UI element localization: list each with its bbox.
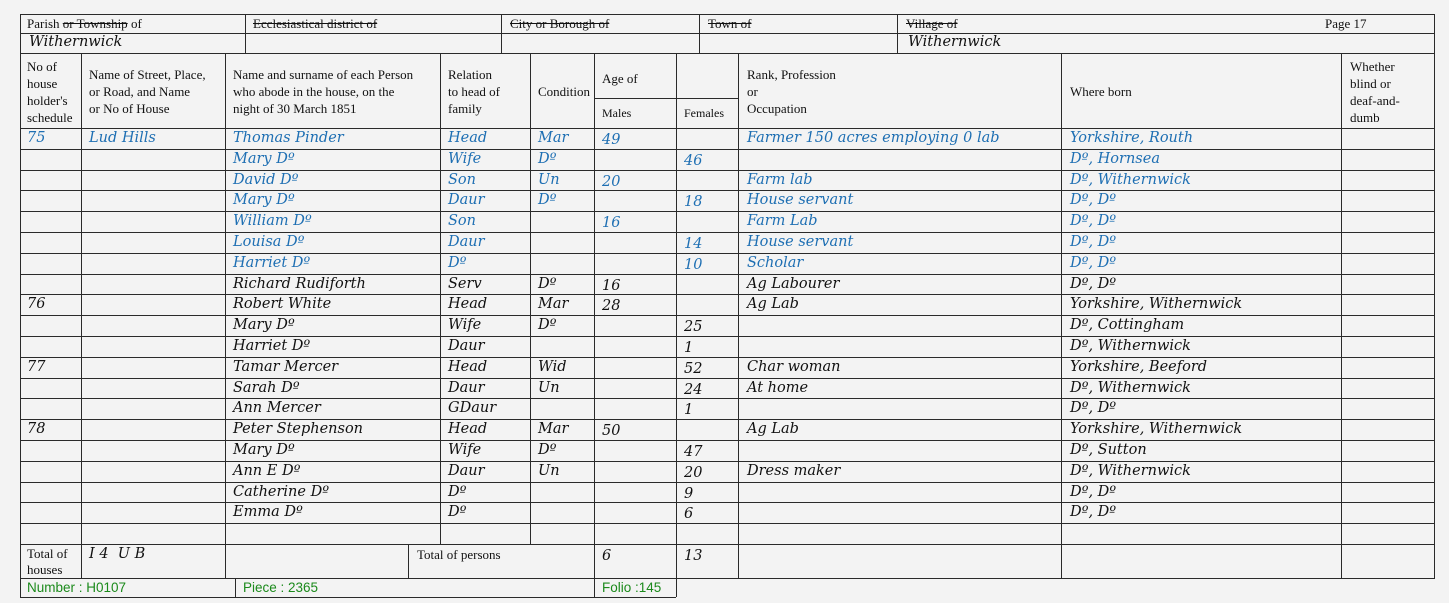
table-row — [0, 398, 1449, 419]
cell-born: Dº, Dº — [1070, 213, 1117, 230]
cell-born: Dº, Hornsea — [1070, 150, 1160, 167]
h-rule — [20, 190, 1434, 191]
h-rule — [20, 398, 1434, 399]
v-rule — [1341, 53, 1342, 544]
totals-bottom — [20, 578, 1434, 579]
table-row — [0, 502, 1449, 523]
cell-relation: Daur — [448, 234, 485, 250]
v-rule — [245, 14, 246, 53]
cell-relation: Head — [448, 358, 488, 375]
cell-males: 16 — [602, 277, 621, 294]
col-schedule: No of house holder's schedule — [27, 59, 73, 125]
v-rule — [225, 544, 226, 579]
parish-value: Withernwick — [29, 34, 123, 50]
city-label: City or Borough of — [510, 16, 610, 31]
cell-schedule: 75 — [27, 130, 46, 146]
cell-occupation: Char woman — [747, 358, 841, 375]
top-header — [0, 0, 1449, 54]
right-rule — [1434, 14, 1435, 579]
cell-relation: Wife — [448, 442, 482, 458]
h-rule — [20, 232, 1434, 233]
v-rule — [1341, 544, 1342, 579]
col-age-of: Age of — [602, 71, 638, 86]
cell-females: 47 — [684, 444, 703, 460]
col-females: Females — [684, 106, 724, 120]
v-rule — [235, 578, 236, 597]
v-rule — [676, 544, 677, 579]
footer-folio: Folio :145 — [602, 580, 662, 595]
h-rule — [20, 357, 1434, 358]
cell-occupation: Ag Lab — [747, 296, 799, 313]
cell-males: 28 — [602, 298, 621, 315]
v-rule — [738, 544, 739, 579]
cell-schedule: 78 — [27, 421, 46, 438]
cell-street: Lud Hills — [89, 130, 156, 146]
col-born: Where born — [1070, 84, 1132, 99]
footer-bottom — [20, 597, 676, 598]
cell-relation: Serv — [448, 275, 482, 292]
cell-born: Dº, Sutton — [1070, 442, 1147, 458]
cell-condition: Dº — [538, 317, 557, 334]
cell-born: Dº, Withernwick — [1070, 462, 1191, 479]
table-row — [0, 128, 1449, 149]
table-row — [0, 232, 1449, 253]
v-rule — [225, 53, 226, 544]
cell-condition: Un — [538, 462, 560, 479]
cell-condition: Dº — [538, 275, 557, 292]
cell-name: Sarah Dº — [233, 379, 300, 396]
cell-females: 9 — [684, 485, 694, 502]
h-rule — [20, 53, 1434, 54]
h-rule — [20, 502, 1434, 503]
ecclesiastical-label: Ecclesiastical district of — [253, 16, 378, 31]
cell-females: 10 — [684, 256, 703, 273]
cell-females: 14 — [684, 236, 703, 252]
table-row — [0, 336, 1449, 357]
cell-born: Dº, Withernwick — [1070, 171, 1191, 188]
table-row — [0, 378, 1449, 399]
cell-born: Yorkshire, Withernwick — [1070, 296, 1243, 313]
column-headers — [0, 54, 1449, 128]
table-row — [0, 170, 1449, 191]
cell-condition: Mar — [538, 421, 569, 438]
parish-label: Parish or Township of — [27, 16, 142, 31]
cell-condition: Un — [538, 379, 560, 396]
v-rule — [20, 578, 21, 597]
cell-occupation: Dress maker — [747, 462, 841, 479]
cell-occupation: Scholar — [747, 254, 804, 271]
table-row — [0, 253, 1449, 274]
h-rule — [20, 294, 1434, 295]
footer — [0, 579, 1449, 597]
h-rule — [20, 544, 1434, 545]
cell-condition: Un — [538, 171, 560, 188]
cell-born: Dº, Dº — [1070, 400, 1117, 417]
cell-females: 20 — [684, 464, 703, 481]
cell-relation: Dº — [448, 254, 467, 271]
village-value: Withernwick — [908, 34, 1002, 50]
cell-females: 1 — [684, 402, 694, 419]
cell-condition: Mar — [538, 130, 569, 146]
page-number: Page 17 — [1325, 16, 1367, 31]
cell-condition: Dº — [538, 192, 557, 209]
table-row — [0, 523, 1449, 544]
cell-males: 49 — [602, 132, 621, 148]
v-rule — [1061, 53, 1062, 544]
h-rule — [20, 274, 1434, 275]
v-rule — [408, 544, 409, 579]
cell-females: 24 — [684, 381, 703, 398]
cell-females: 52 — [684, 360, 703, 377]
v-rule — [501, 14, 502, 53]
v-rule — [676, 53, 677, 544]
cell-relation: Dº — [448, 483, 467, 500]
cell-relation: Daur — [448, 192, 485, 209]
cell-name: Catherine Dº — [233, 483, 330, 500]
cell-name: Mary Dº — [233, 442, 295, 458]
col-occupation: Rank, Profession or Occupation — [747, 67, 836, 116]
cell-name: Robert White — [233, 296, 332, 313]
v-rule — [676, 578, 677, 597]
cell-name: Ann Mercer — [233, 400, 321, 417]
v-rule — [594, 53, 595, 544]
cell-relation: Head — [448, 130, 488, 146]
table-row — [0, 357, 1449, 378]
cell-name: Louisa Dº — [233, 234, 305, 250]
cell-born: Yorkshire, Beeford — [1070, 358, 1208, 375]
table-row — [0, 190, 1449, 211]
v-rule — [594, 578, 595, 597]
h-rule — [20, 33, 1434, 34]
cell-occupation: At home — [747, 379, 809, 396]
cell-born: Dº, Cottingham — [1070, 317, 1185, 334]
cell-born: Dº, Dº — [1070, 192, 1117, 209]
table-row — [0, 149, 1449, 170]
cell-name: Emma Dº — [233, 504, 303, 521]
cell-condition: Mar — [538, 296, 569, 313]
cell-females: 25 — [684, 319, 703, 336]
cell-name: Harriet Dº — [233, 254, 311, 271]
cell-relation: Daur — [448, 379, 485, 396]
cell-born: Dº, Dº — [1070, 483, 1117, 500]
v-rule — [1061, 544, 1062, 579]
col-males: Males — [602, 106, 632, 120]
cell-born: Dº, Withernwick — [1070, 338, 1191, 354]
cell-relation: Head — [448, 421, 488, 438]
cell-occupation: Ag Labourer — [747, 275, 840, 292]
cell-born: Dº, Dº — [1070, 254, 1117, 271]
v-rule — [699, 14, 700, 53]
town-label: Town of — [708, 16, 752, 31]
cell-females: 18 — [684, 194, 703, 211]
h-rule — [20, 149, 1434, 150]
cell-females: 1 — [684, 340, 694, 356]
total-males: 6 — [602, 548, 612, 564]
cell-males: 50 — [602, 423, 621, 440]
cell-name: Ann E Dº — [233, 462, 301, 479]
cell-name: Mary Dº — [233, 150, 295, 167]
cell-occupation: Farm lab — [747, 171, 813, 188]
table-row — [0, 482, 1449, 503]
cell-occupation: Farmer 150 acres employing 0 lab — [747, 130, 1000, 146]
col-name: Name and surname of each Person who abode in the house, on the night of 30 March 1851 — [233, 67, 414, 116]
cell-males: 20 — [602, 173, 621, 190]
cell-condition: Dº — [538, 150, 557, 167]
table-row — [0, 440, 1449, 461]
cell-occupation: House servant — [747, 234, 854, 250]
h-rule — [20, 315, 1434, 316]
col-condition: Condition — [538, 84, 591, 99]
cell-name: David Dº — [233, 171, 299, 188]
col-street: Name of Street, Place, or Road, and Name or No of House — [89, 67, 206, 116]
v-rule — [897, 14, 898, 53]
cell-condition: Wid — [538, 358, 567, 375]
footer-piece: Piece : 2365 — [243, 580, 319, 595]
cell-males: 16 — [602, 215, 621, 232]
cell-name: Richard Rudiforth — [233, 275, 366, 292]
v-rule — [738, 53, 739, 544]
v-rule — [440, 53, 441, 544]
cell-relation: Wife — [448, 150, 482, 167]
total-houses-value: I 4 U B — [89, 546, 146, 562]
cell-occupation: House servant — [747, 192, 854, 209]
cell-females: 46 — [684, 152, 703, 169]
village-label: Village of — [906, 16, 958, 31]
total-females: 13 — [684, 548, 703, 564]
cell-name: Mary Dº — [233, 192, 295, 209]
cell-name: Harriet Dº — [233, 338, 311, 354]
cell-relation: Daur — [448, 338, 485, 354]
cell-relation: Dº — [448, 504, 467, 521]
h-rule — [20, 523, 1434, 524]
totals-row — [0, 544, 1449, 579]
cell-occupation: Ag Lab — [747, 421, 799, 438]
h-rule — [20, 461, 1434, 462]
table-row — [0, 315, 1449, 336]
cell-relation: Son — [448, 213, 477, 230]
cell-relation: GDaur — [448, 400, 497, 417]
cell-schedule: 76 — [27, 296, 46, 313]
h-rule — [20, 253, 1434, 254]
top-rule — [20, 14, 1434, 15]
v-rule — [530, 53, 531, 544]
v-rule — [81, 53, 82, 544]
cell-born: Dº, Dº — [1070, 234, 1117, 250]
h-rule — [20, 170, 1434, 171]
cell-name: Mary Dº — [233, 317, 295, 334]
total-persons-label: Total of persons — [417, 547, 501, 562]
table-row — [0, 211, 1449, 232]
col-blind: Whether blind or deaf-and- dumb — [1350, 59, 1400, 125]
col-relation: Relation to head of family — [448, 67, 500, 116]
h-rule — [20, 336, 1434, 337]
cell-occupation: Farm Lab — [747, 213, 818, 230]
h-rule — [20, 419, 1434, 420]
h-rule — [20, 128, 1434, 129]
cell-relation: Son — [448, 171, 477, 188]
cell-name: Peter Stephenson — [233, 421, 364, 438]
cell-born: Dº, Dº — [1070, 504, 1117, 521]
cell-born: Dº, Withernwick — [1070, 379, 1191, 396]
total-houses-label: Total of houses — [27, 546, 68, 577]
cell-name: Thomas Pinder — [233, 130, 344, 146]
h-rule — [20, 440, 1434, 441]
cell-females: 6 — [684, 506, 694, 523]
cell-born: Yorkshire, Withernwick — [1070, 421, 1243, 438]
cell-relation: Head — [448, 296, 488, 313]
table-row — [0, 294, 1449, 315]
table-row — [0, 419, 1449, 440]
cell-schedule: 77 — [27, 358, 46, 375]
footer-number: Number : H0107 — [27, 580, 127, 595]
h-rule — [20, 482, 1434, 483]
v-rule — [594, 544, 595, 579]
v-rule — [81, 544, 82, 579]
table-row — [0, 461, 1449, 482]
cell-name: William Dº — [233, 213, 312, 230]
cell-relation: Daur — [448, 462, 485, 479]
cell-born: Yorkshire, Routh — [1070, 130, 1194, 146]
cell-born: Dº, Dº — [1070, 275, 1117, 292]
cell-condition: Dº — [538, 442, 557, 458]
h-rule — [20, 378, 1434, 379]
cell-relation: Wife — [448, 317, 482, 334]
cell-name: Tamar Mercer — [233, 358, 339, 375]
left-rule — [20, 14, 21, 579]
age-subrule — [594, 98, 738, 99]
table-row — [0, 274, 1449, 295]
h-rule — [20, 211, 1434, 212]
